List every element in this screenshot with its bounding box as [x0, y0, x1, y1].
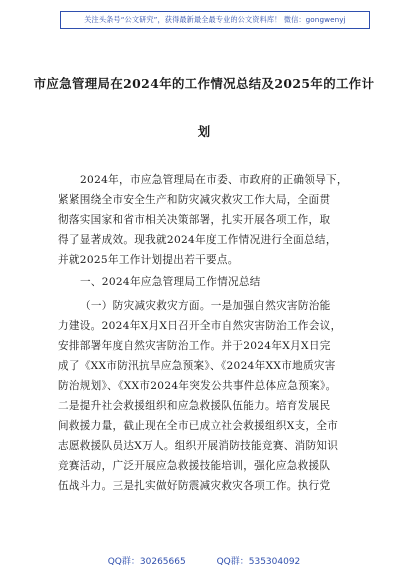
section-heading: 一、2024年应急管理局工作情况总结: [80, 276, 261, 288]
footer-contact: [0, 554, 408, 567]
intro-paragraph: [58, 170, 354, 270]
text-line: 间救援力量，截止现在全市已成立社会救援组织X支，全市: [58, 420, 339, 432]
text-line: （一）防灾减灾救灾方面。一是加强自然灾害防治能: [80, 300, 331, 312]
document-title-line-2: 划: [197, 124, 211, 139]
header-notice-banner: 关注头条号“公文研究”，获得最新最全最专业的公文资料库！ 微信：gongwenyj: [60, 11, 370, 29]
section-1-paragraph: [58, 296, 354, 496]
text-line: 竞赛活动，广泛开展应急救援技能培训，强化应急救援队: [58, 460, 331, 472]
text-line: 二是提升社会救援组织和应急救援队伍能力。培育发展民: [58, 400, 331, 412]
text-line: 志愿救援队员达X万人。组织开展消防技能竞赛、消防知识: [58, 440, 339, 452]
text-line: 防治规划》、《XX市2024年突发公共事件总体应急预案》。: [58, 380, 337, 392]
text-line: 安排部署年度自然灾害防治工作。并于2024年X月X日完: [58, 340, 331, 352]
text-line: 得了显著成效。现我就2024年度工作情况进行全面总结，: [58, 234, 337, 246]
text-line: 2024年，市应急管理局在市委、市政府的正确领导下，: [80, 174, 348, 186]
text-line: 成了《XX市防汛抗旱应急预案》、《2024年XX市地质灾害: [58, 360, 336, 372]
text-line: 紧紧围绕全市安全生产和防灾减灾救灾工作大局，全面贯: [58, 194, 331, 206]
text-line: 并就2025年工作计划提出若干要点。: [58, 254, 239, 266]
text-line: 彻落实国家和省市相关决策部署，扎实开展各项工作，取: [58, 214, 331, 226]
text-line: 伍战斗力。三是扎实做好防震减灾救灾各项工作。执行党: [58, 480, 331, 492]
text-line: 力建设。2024年X月X日召开全市自然灾害防治工作会议，: [58, 320, 342, 332]
document-title-line-1: 市应急管理局在2024年的工作情况总结及2025年的工作计: [33, 76, 375, 91]
section-1-heading-block: [58, 272, 354, 292]
footer-qq-group-2: QQ群：535304092: [216, 557, 301, 567]
footer-qq-group-1: QQ群：30265665: [107, 557, 186, 567]
